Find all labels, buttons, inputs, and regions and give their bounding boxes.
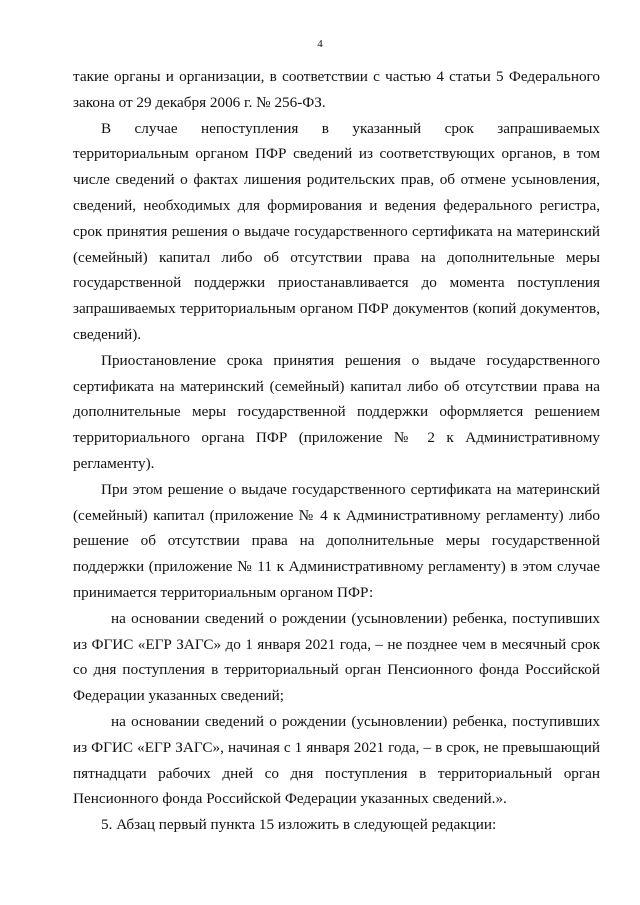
paragraph-continuation: такие органы и организации, в соответствии с частью 4 статьи 5 Федерального закона от 29 декабря 2006 г. № 256-ФЗ. [73,68,600,111]
page-number: 4 [317,38,323,50]
paragraph-suspension-case: В случае непоступления в указанный срок запрашиваемых территориальным органом ПФР сведений из соответствующих органов, в том числе сведений о фактах лишения родительских прав, об отмене усыновления, сведений, необходимых для формирования и ведения федерального регистра, срок принятия решения о выдаче государственного сертификата на материнский (семейный) капитал либо об отсутствии права на дополнительные меры государственной поддержки приостанавливается до момента поступления запрашиваемых территориальным органом ПФР документов (копий документов, сведений). [73,119,600,343]
paragraph-amendment-5: 5. Абзац первый пункта 15 изложить в следующей редакции: [101,816,497,834]
document-body [73,64,600,838]
paragraph-from-2021: на основании сведений о рождении (усыновлении) ребенка, поступивших из ФГИС «ЕГР ЗАГС», начиная с 1 января 2021 года, – в срок, не превышающий пятнадцати рабочих дней со дня поступления в территориальный орган Пенсионного фонда Российской Федерации указанных сведений.». [73,712,600,808]
paragraph-suspension-decision: Приостановление срока принятия решения о выдаче государственного сертификата на материнский (семейный) капитал либо об отсутствии права на дополнительные меры государственной поддержки оформляется решением территориального органа ПФР (приложение № 2 к Административному регламенту). [73,351,600,472]
paragraph-before-2021: на основании сведений о рождении (усыновлении) ребенка, поступивших из ФГИС «ЕГР ЗАГС» до 1 января 2021 года, – не позднее чем в месячный срок со дня поступления в территориальный орган Пенсионного фонда Российской Федерации указанных сведений; [73,609,600,705]
paragraph-certificate-decision: При этом решение о выдаче государственного сертификата на материнский (семейный) капитал (приложение № 4 к Административному регламенту) либо решение об отсутствии права на дополнительные меры государственной поддержки (приложение № 11 к Административному регламенту) в этом случае принимается территориальным органом ПФР: [73,480,600,601]
